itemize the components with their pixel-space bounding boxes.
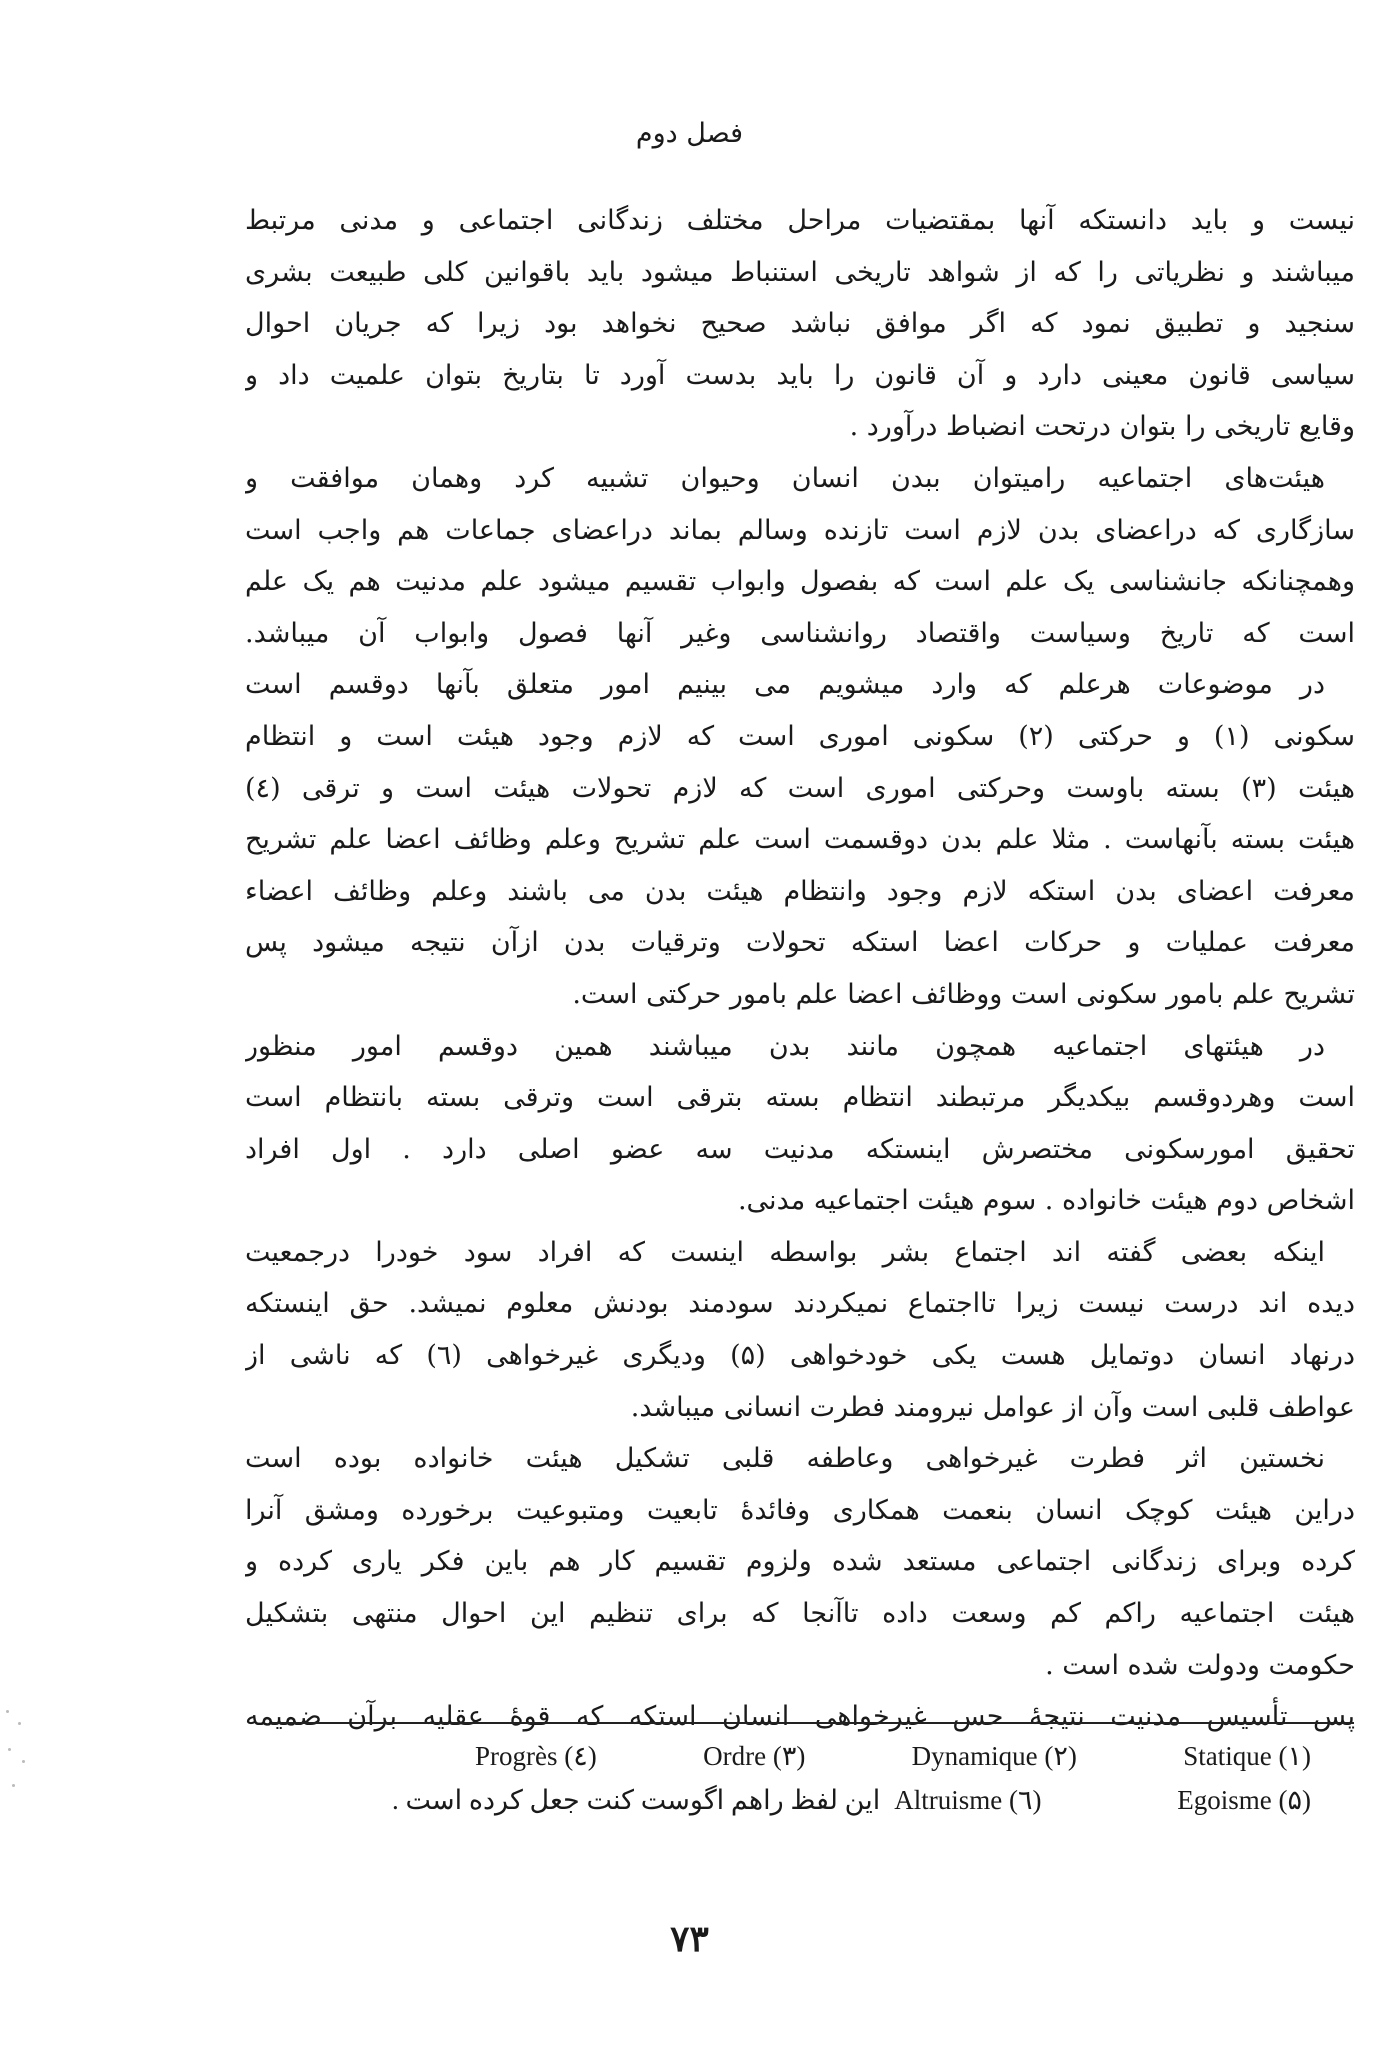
text-line: هیئت‌های اجتماعیه رامیتوان ببدن انسان وحیوان تشبیه کرد وهمان موافقت و	[245, 462, 1325, 494]
text-line: نیست و باید دانستکه آنها بمقتضیات مراحل مختلف زندگانی اجتماعی و مدنی مرتبط	[245, 205, 1355, 236]
chapter-title: فصل دوم	[635, 118, 744, 149]
footnote-divider	[272, 1722, 1354, 1724]
text-line: معرفت عملیات و حرکات اعضا استکه تحولات وترقیات بدن ازآن نتیجه میشود پس	[245, 927, 1355, 959]
text-line: اینکه بعضی گفته اند اجتماع بشر بواسطه اینست که افراد سود خودرا درجمعیت	[245, 1236, 1325, 1268]
text-line: هیئت (۳) بسته باوست وحرکتی اموری است که لازم تحولات هیئت است و ترقی (٤)	[245, 772, 1355, 804]
footnote-note: این لفظ راهم اگوست کنت جعل کرده است .	[392, 1785, 881, 1815]
footnotes	[392, 1734, 1311, 1822]
text-line: وقایع تاریخی را بتوان درتحت انضباط درآورد .	[849, 411, 1355, 443]
text-line: میباشند و نظریاتی را که از شواهد تاریخی استنباط میشود باید باقوانین کلی طبیعت بشری	[245, 256, 1355, 288]
text-line: معرفت اعضای بدن استکه لازم وجود وانتظام هیئت بدن می باشند وعلم وظائف اعضاء	[245, 875, 1355, 907]
text-line: دیده اند درست نیست زیرا تااجتماع نمیکردند سودمند بودنش معلوم نمیشد. حق اینستکه	[245, 1288, 1355, 1320]
footnote-term: Progrès (٤)	[475, 1741, 597, 1771]
footnote-term: Dynamique (۲)	[911, 1741, 1077, 1771]
text-line: تشریح علم بامور سکونی است ووظائف اعضا علم بامور حرکتی است.	[572, 978, 1355, 1010]
text-line: دراین هیئت کوچک انسان بنعمت همکاری وفائدهٔ تابعیت ومتبوعیت برخورده ومشق آنرا	[245, 1494, 1355, 1526]
text-line: تحقیق امورسکونی مختصرش اینستکه مدنیت سه عضو اصلی دارد . اول افراد	[245, 1133, 1355, 1165]
page-number: ۷۳	[670, 1918, 709, 1960]
text-line: اشخاص دوم هیئت خانواده . سوم هیئت اجتماعیه مدنی.	[737, 1185, 1355, 1217]
text-line: است که تاریخ وسیاست واقتصاد روانشناسی وغیر آنها فصول وابواب آن میباشد.	[245, 617, 1355, 649]
footnote-term: Altruisme (٦)	[894, 1785, 1042, 1815]
text-line: نخستین اثر فطرت غیرخواهی وعاطفه قلبی تشکیل هیئت خانواده بوده است	[245, 1443, 1325, 1475]
text-line: سکونی (۱) و حرکتی (۲) سکونی اموری است که لازم وجود هیئت است و انتظام	[245, 720, 1355, 752]
footnote-line-1	[475, 1734, 1311, 1778]
footnote-term: Ordre (۳)	[703, 1741, 806, 1771]
text-line: پس تأسیس مدنیت نتیجهٔ حس غیرخواهی انسان استکه که قوهٔ عقلیه برآن ضمیمه	[245, 1701, 1355, 1733]
body-text	[245, 195, 1355, 1743]
text-line: است وهردوقسم بیکدیگر مرتبطند انتظام بسته بترقی است وترقی بسته بانتظام است	[245, 1082, 1355, 1114]
footnote-term: Statique (۱)	[1183, 1741, 1311, 1771]
text-line: سازگاری که دراعضای بدن لازم است تازنده وسالم بماند دراعضای جماعات هم واجب است	[245, 514, 1355, 546]
text-line: حکومت ودولت شده است .	[1045, 1649, 1355, 1681]
text-line: عواطف قلبی است وآن از عوامل نیرومند فطرت انسانی میباشد.	[630, 1391, 1355, 1423]
text-line: کرده وبرای زندگانی اجتماعی مستعد شده ولزوم تقسیم کار هم باین فکر یاری کرده و	[245, 1546, 1355, 1578]
text-line: سنجید و تطبیق نمود که اگر موافق نباشد صحیح نخواهد بود زیرا که جریان احوال	[245, 308, 1355, 340]
text-line: سیاسی قانون معینی دارد و آن قانون را باید بدست آورد تا بتاریخ بتوان علمیت داد و	[245, 359, 1355, 391]
text-line: در هیئتهای اجتماعیه همچون مانند بدن میباشند همین دوقسم امور منظور	[245, 1030, 1325, 1062]
text-line: درنهاد انسان دوتمایل هست یکی خودخواهی (۵) ودیگری غیرخواهی (٦) که ناشی از	[245, 1340, 1355, 1372]
footnote-line-2	[392, 1778, 1311, 1822]
text-line: وهمچنانکه جانشناسی یک علم است که بفصول وابواب تقسیم میشود علم مدنیت هم یک علم	[245, 566, 1355, 598]
text-line: هیئت بسته بآنهاست . مثلا علم بدن دوقسمت است علم تشریح وعلم وظائف اعضا علم تشریح	[245, 824, 1355, 856]
text-line: در موضوعات هرعلم که وارد میشویم می بینیم امور متعلق بآنها دوقسم است	[245, 669, 1325, 701]
footnote-term: Egoisme (۵)	[1177, 1785, 1311, 1815]
scan-artifact	[0, 1700, 40, 1820]
text-line: هیئت اجتماعیه راکم کم وسعت داده تاآنجا که برای تنظیم این احوال منتهی بتشکیل	[245, 1598, 1355, 1630]
